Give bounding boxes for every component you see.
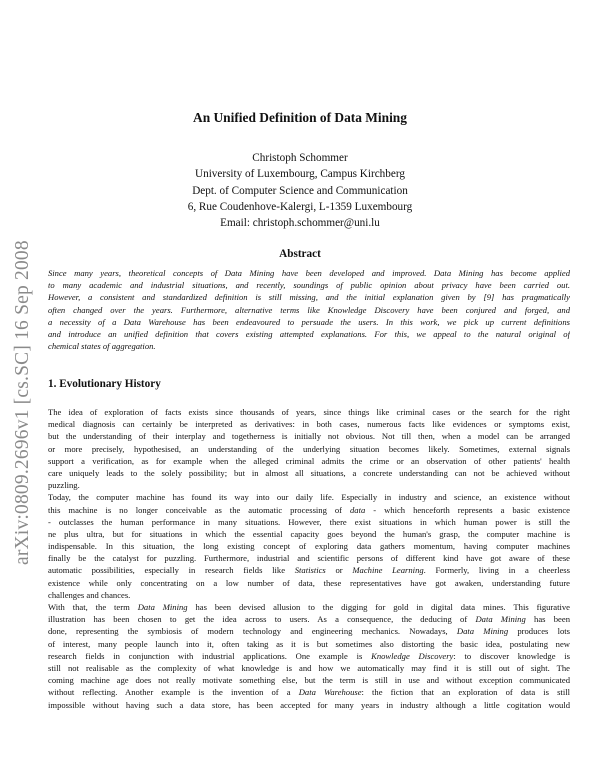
author-block [0, 150, 600, 231]
body-line: puzzling. [48, 480, 80, 491]
body-line: - outclasses the human performance in many situations. However, there exist situations in which human power is still the [48, 516, 570, 527]
body-line: With that, the term Data Mining has been devised allusion to the digging for gold in digital data mines. This figurative [48, 602, 570, 612]
body-line: challenges and chances. [48, 589, 131, 600]
body-text [48, 406, 570, 711]
body-line: of interest, many people launch into it, often taking as it is but sometimes also distorting the basic idea, postulating new [48, 638, 570, 649]
body-line: existence while only concentrating on a low number of data, these representatives have got awaken, understanding future [48, 577, 570, 588]
abstract-text [48, 267, 570, 352]
abstract-heading: Abstract [279, 248, 321, 260]
body-line: ne plus ultra, but for situations in which the essential capacity goes beyond the human's grasp, the computer machine is [48, 528, 570, 539]
body-line: but the understanding of their interplay and togetherness is initially not obvious. Not till then, when a model can be arranged [48, 431, 570, 442]
abstract-line: to many academic and industrial situations, and recently, soundings of public opinion about privacy have been carried out. [48, 280, 570, 291]
emphasis: Machine Learning [352, 565, 424, 576]
abstract-line: and introduce an unified definition that covers existing attempted explanations. For this, we appeal to the natural original of [48, 328, 570, 339]
abstract-line: chemical states of aggregation. [48, 341, 156, 352]
body-line: automatic possibilities, especially in research fields like Statistics or Machine Learning. Formerly, living in a cheerless [48, 565, 570, 576]
body-line: Today, the computer machine has found its way into our daily life. Especially in industry and science, an existence without [48, 492, 570, 503]
author-affiliation-department: Dept. of Computer Science and Communication [192, 184, 408, 197]
body-line: or more precisely, hypothesised, an understanding of the underlying situation becomes likely. Sometimes, external signals [48, 443, 570, 454]
author-email: Email: christoph.schommer@uni.lu [220, 217, 380, 230]
body-line: care uniquely leads to the solely possibility; but in almost all situations, a concrete understanding can not be achieved without [48, 467, 570, 478]
emphasis: Knowledge Discovery [371, 650, 454, 661]
section-heading: 1. Evolutionary History [48, 378, 161, 390]
body-line: illustration has been chosen to get the idea across to users. As a consequence, the deducing of Data Mining has been [48, 614, 570, 625]
body-line: still not realisable as the complexity of what knowledge is and how we automatically may find it is still out of sight. The [48, 662, 570, 673]
emphasis: Data Mining [456, 626, 509, 637]
author-name: Christoph Schommer [252, 152, 348, 164]
body-line: indispensable. In this situation, the long existing concept of exploring data gathers momentum, having computer machines [48, 541, 570, 552]
body-line: The idea of exploration of facts exists since thousands of years, since things like criminal cases or the search for the right [48, 407, 570, 417]
arxiv-margin-identifier: arXiv:0809.2696v1 [cs.SC] 16 Sep 2008 [12, 240, 33, 565]
body-line: done, representing the symbiosis of modern technology and engineering mechanics. Nowadays, Data Mining produces lots [48, 626, 570, 637]
author-affiliation-university: University of Luxembourg, Campus Kirchberg [195, 168, 405, 181]
body-line: coming machine age does not really motivate something else, but the term is still in use and without exception communicated [48, 675, 570, 686]
emphasis: Data Mining [137, 602, 188, 612]
body-line: medical diagnosis can certainly be interpreted as derivatives: in both cases, numerous facts like evidences or symptoms exist, [48, 419, 570, 430]
abstract-line: However, a consistent and standardized definition is still missing, and the initial explanation given by [9] has pragmatically [48, 292, 570, 303]
body-line: finally be the catalyst for puzzling. Furthermore, industrial and scientific persons of different kind have got aware of these [48, 553, 570, 564]
emphasis: data [350, 504, 366, 515]
body-line: support a verification, as for example when the alleged criminal admits the crime or an observation of other patients' health [48, 455, 570, 466]
emphasis: Statistics [294, 565, 326, 576]
abstract-line: Since many years, theoretical concepts of Data Mining have been developed and improved. Data Mining has become applied [48, 268, 570, 278]
emphasis: Data Warehouse [298, 687, 362, 698]
body-line: impossible without having such a data store, has been accepted for many years in industry although a little cogitation would [48, 699, 570, 710]
paper-title: An Unified Definition of Data Mining [193, 110, 407, 125]
author-address: 6, Rue Coudenhove-Kalergi, L-1359 Luxembourg [187, 200, 413, 213]
body-line: this machine is no longer conceivable as the automatic processing of data - which henceforth represents a basic existence [48, 504, 570, 515]
abstract-line: a necessity of a Data Warehouse has been endeavoured to persuade the users. In this work, we pick up current definitions [48, 316, 570, 327]
body-line: research fields in conjunction with industrial applications. One example is Knowledge Discovery: to discover knowledge is [48, 650, 570, 661]
body-line: without reflecting. Another example is the invention of a Data Warehouse: the fiction that an exploration of data is still [48, 687, 570, 698]
abstract-line: often changed over the years. Furthermore, alternative terms like Knowledge Discovery have been conjured and forged, and [48, 304, 570, 315]
emphasis: Data Mining [475, 614, 526, 625]
